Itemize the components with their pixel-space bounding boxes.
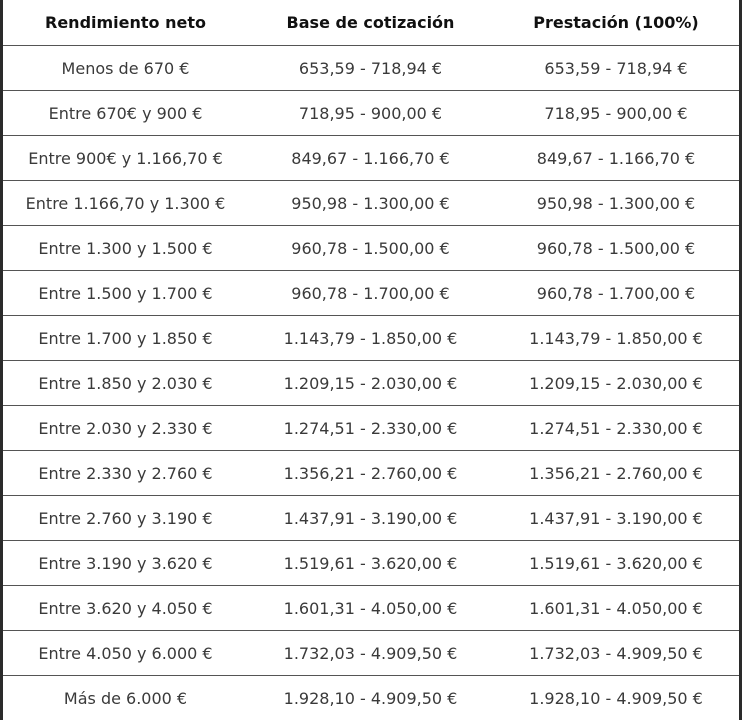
cell-rendimiento-neto: Entre 670€ y 900 € [3, 91, 248, 136]
cell-base-cotizacion: 653,59 - 718,94 € [248, 46, 493, 91]
cell-rendimiento-neto: Entre 3.620 y 4.050 € [3, 586, 248, 631]
cell-rendimiento-neto: Entre 4.050 y 6.000 € [3, 631, 248, 676]
table-row [3, 46, 739, 91]
cell-prestacion: 1.356,21 - 2.760,00 € [493, 451, 739, 496]
cell-rendimiento-neto: Entre 1.500 y 1.700 € [3, 271, 248, 316]
cell-prestacion: 1.601,31 - 4.050,00 € [493, 586, 739, 631]
cell-base-cotizacion: 1.732,03 - 4.909,50 € [248, 631, 493, 676]
table-row [3, 316, 739, 361]
cell-base-cotizacion: 1.209,15 - 2.030,00 € [248, 361, 493, 406]
cell-prestacion: 1.437,91 - 3.190,00 € [493, 496, 739, 541]
cell-prestacion: 1.143,79 - 1.850,00 € [493, 316, 739, 361]
cell-rendimiento-neto: Entre 2.030 y 2.330 € [3, 406, 248, 451]
table-row [3, 271, 739, 316]
cell-prestacion: 849,67 - 1.166,70 € [493, 136, 739, 181]
table-row [3, 541, 739, 586]
cell-base-cotizacion: 1.437,91 - 3.190,00 € [248, 496, 493, 541]
table-row [3, 631, 739, 676]
table-row [3, 496, 739, 541]
cell-rendimiento-neto: Entre 1.300 y 1.500 € [3, 226, 248, 271]
cell-prestacion: 1.209,15 - 2.030,00 € [493, 361, 739, 406]
header-base-cotizacion: Base de cotización [248, 0, 493, 46]
cell-rendimiento-neto: Entre 2.330 y 2.760 € [3, 451, 248, 496]
cell-rendimiento-neto: Más de 6.000 € [3, 676, 248, 720]
cell-rendimiento-neto: Entre 900€ y 1.166,70 € [3, 136, 248, 181]
cell-base-cotizacion: 1.143,79 - 1.850,00 € [248, 316, 493, 361]
contribution-table [3, 0, 739, 720]
header-row [3, 0, 739, 46]
table-row [3, 361, 739, 406]
cell-rendimiento-neto: Menos de 670 € [3, 46, 248, 91]
cell-base-cotizacion: 718,95 - 900,00 € [248, 91, 493, 136]
table-row [3, 586, 739, 631]
table-row [3, 406, 739, 451]
cell-base-cotizacion: 849,67 - 1.166,70 € [248, 136, 493, 181]
header-rendimiento-neto: Rendimiento neto [3, 0, 248, 46]
cell-base-cotizacion: 960,78 - 1.500,00 € [248, 226, 493, 271]
table-row [3, 451, 739, 496]
cell-rendimiento-neto: Entre 2.760 y 3.190 € [3, 496, 248, 541]
cell-rendimiento-neto: Entre 1.700 y 1.850 € [3, 316, 248, 361]
cell-base-cotizacion: 1.601,31 - 4.050,00 € [248, 586, 493, 631]
table-row [3, 226, 739, 271]
cell-base-cotizacion: 1.274,51 - 2.330,00 € [248, 406, 493, 451]
cell-prestacion: 653,59 - 718,94 € [493, 46, 739, 91]
cell-prestacion: 718,95 - 900,00 € [493, 91, 739, 136]
cell-base-cotizacion: 960,78 - 1.700,00 € [248, 271, 493, 316]
table-row [3, 136, 739, 181]
cell-prestacion: 1.519,61 - 3.620,00 € [493, 541, 739, 586]
cell-prestacion: 960,78 - 1.500,00 € [493, 226, 739, 271]
table-row [3, 676, 739, 720]
table-header [3, 0, 739, 46]
cell-base-cotizacion: 1.928,10 - 4.909,50 € [248, 676, 493, 720]
table-row [3, 181, 739, 226]
table-body [3, 46, 739, 720]
cell-rendimiento-neto: Entre 1.850 y 2.030 € [3, 361, 248, 406]
cell-prestacion: 960,78 - 1.700,00 € [493, 271, 739, 316]
table-row [3, 91, 739, 136]
cell-rendimiento-neto: Entre 3.190 y 3.620 € [3, 541, 248, 586]
cell-prestacion: 1.274,51 - 2.330,00 € [493, 406, 739, 451]
cell-base-cotizacion: 950,98 - 1.300,00 € [248, 181, 493, 226]
cell-prestacion: 1.928,10 - 4.909,50 € [493, 676, 739, 720]
cell-base-cotizacion: 1.519,61 - 3.620,00 € [248, 541, 493, 586]
cell-prestacion: 950,98 - 1.300,00 € [493, 181, 739, 226]
header-prestacion: Prestación (100%) [493, 0, 739, 46]
cell-rendimiento-neto: Entre 1.166,70 y 1.300 € [3, 181, 248, 226]
cell-base-cotizacion: 1.356,21 - 2.760,00 € [248, 451, 493, 496]
cell-prestacion: 1.732,03 - 4.909,50 € [493, 631, 739, 676]
